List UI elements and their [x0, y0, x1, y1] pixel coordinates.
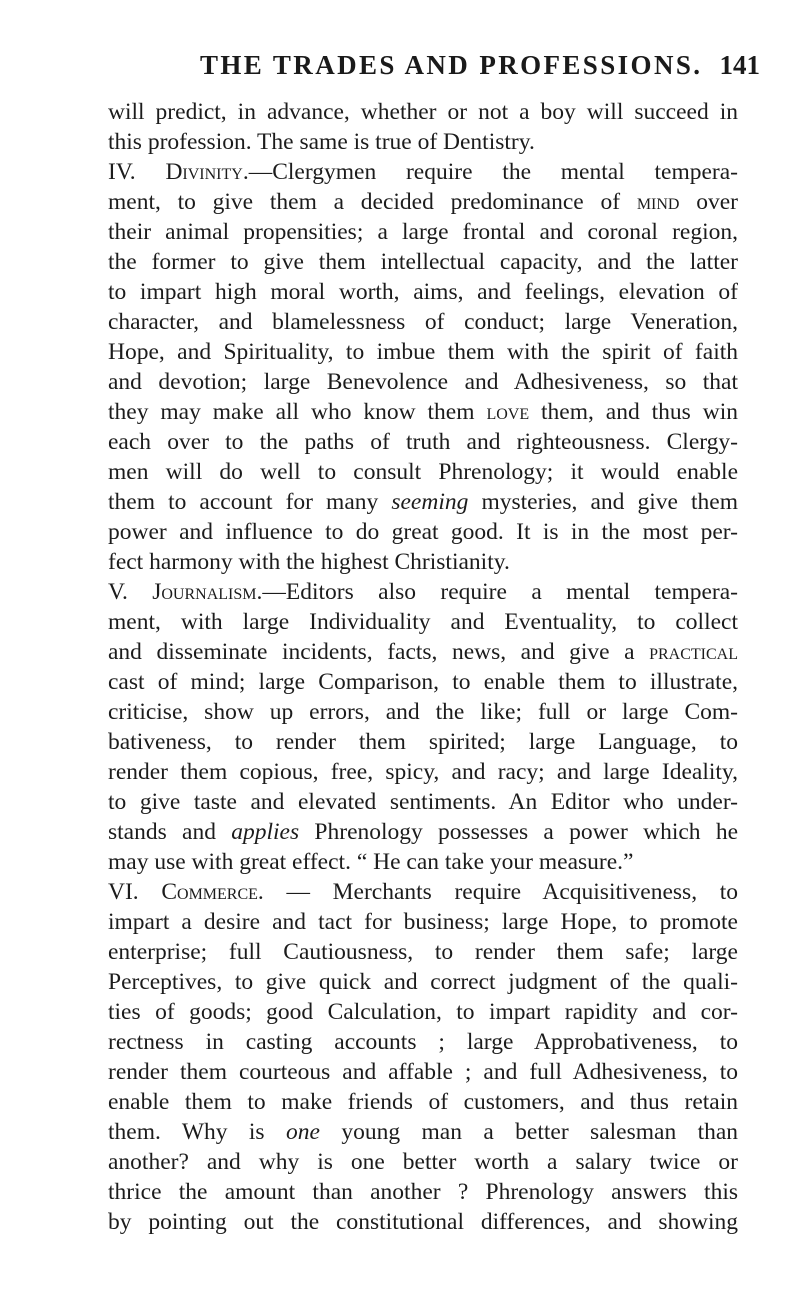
text-line: ment, to give them a decided predominance of mind over [108, 189, 739, 215]
text-line: by pointing out the constitutional differences, and showing [108, 1209, 738, 1235]
section-title: Commerce. [161, 879, 264, 905]
section-number: V. [108, 579, 128, 605]
text-line: thrice the amount than another ? Phrenology answers this [108, 1179, 738, 1205]
text-line: the former to give them intellectual capacity, and the latter [108, 249, 738, 275]
text-line: may use with great effect. “ He can take your measure.” [108, 849, 634, 875]
text-line: rectness in casting accounts ; large Approbativeness, to [108, 1029, 738, 1055]
text-line: their animal propensities; a large frontal and coronal region, [108, 219, 738, 245]
section-divinity-heading-line: IV. Divinity.—Clergymen require the mental tempera- [108, 159, 739, 185]
section-number: IV. [108, 159, 136, 185]
text-line: ment, with large Individuality and Eventuality, to collect [108, 609, 738, 635]
text-line: each over to the paths of truth and righteousness. Clergy- [108, 429, 738, 455]
text-line: and disseminate incidents, facts, news, and give a practical [108, 639, 739, 665]
text-line: them. Why is one young man a better salesman than [108, 1119, 739, 1145]
text-line: to impart high moral worth, aims, and feelings, elevation of [108, 279, 738, 305]
text-line: Perceptives, to give quick and correct judgment of the quali- [108, 969, 738, 995]
text-line: they may make all who know them love them, and thus win [108, 399, 738, 425]
running-title: THE TRADES AND PROFESSIONS. [200, 50, 703, 80]
text-line: another? and why is one better worth a salary twice or [108, 1149, 738, 1175]
section-journalism-heading-line: V. Journalism.—Editors also require a mental tempera- [108, 579, 739, 605]
text-line: render them courteous and affable ; and full Adhesiveness, to [108, 1059, 738, 1085]
section-number: VI. [108, 879, 139, 905]
text-line: render them copious, free, spicy, and racy; and large Ideality, [108, 759, 738, 785]
text-line: enterprise; full Cautiousness, to render them safe; large [108, 939, 738, 965]
text-line: this profession. The same is true of Dentistry. [108, 129, 535, 155]
section-title: Journalism. [152, 579, 263, 605]
section-commerce-heading-line: VI. Commerce. — Merchants require Acquisitiveness, to [108, 879, 739, 905]
section-title: Divinity. [165, 159, 249, 185]
text-line: and devotion; large Benevolence and Adhesiveness, so that [108, 369, 738, 395]
text-line: enable them to make friends of customers, and thus retain [108, 1089, 738, 1115]
text-line: character, and blamelessness of conduct; large Veneration, [108, 309, 738, 335]
page-number: 141 [719, 50, 760, 80]
text-line: them to account for many seeming mysteries, and give them [108, 489, 738, 515]
text-line: to give taste and elevated sentiments. An Editor who under- [108, 789, 738, 815]
text-line: impart a desire and tact for business; large Hope, to promote [108, 909, 738, 935]
text-line: bativeness, to render them spirited; large Language, to [108, 729, 738, 755]
text-line: men will do well to consult Phrenology; it would enable [108, 459, 738, 485]
text-line: Hope, and Spirituality, to imbue them with the spirit of faith [108, 339, 738, 365]
text-line: power and influence to do great good. It is in the most per- [108, 519, 738, 545]
text-line: ties of goods; good Calculation, to impart rapidity and cor- [108, 999, 738, 1025]
running-header [200, 50, 760, 90]
text-line: fect harmony with the highest Christianity. [108, 549, 510, 575]
text-line: stands and applies Phrenology possesses a power which he [108, 819, 739, 845]
text-line: will predict, in advance, whether or not a boy will succeed in [108, 99, 738, 125]
text-line: criticise, show up errors, and the like; full or large Com- [108, 699, 738, 725]
text-line: cast of mind; large Comparison, to enable them to illustrate, [108, 669, 738, 695]
